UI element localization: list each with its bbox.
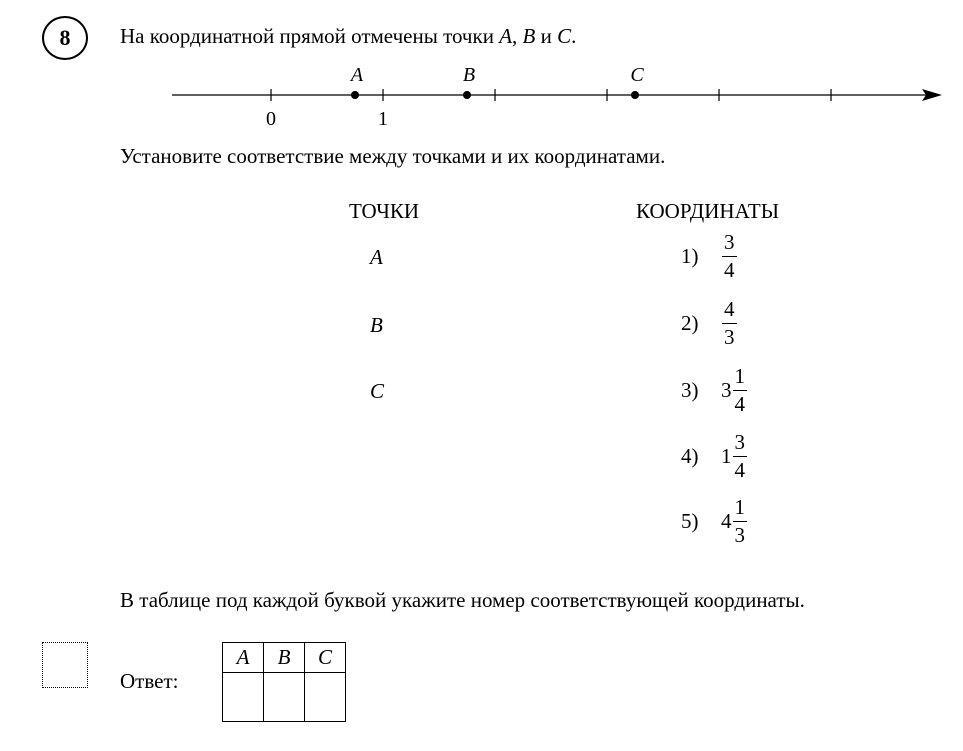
header-points: ТОЧКИ (349, 199, 420, 223)
answer-label: Ответ: (120, 669, 179, 693)
option-label: 4) (681, 444, 699, 468)
point-b: B (370, 313, 383, 337)
option-fraction: $\frac{1}{4}$ (734, 364, 745, 416)
point-dot-b (463, 91, 471, 99)
option-label: 3) (681, 378, 699, 402)
instruction: Установите соответствие между точками и их координатами. (120, 144, 666, 168)
option-label: 2) (681, 311, 699, 335)
point-label-c: C (630, 64, 644, 86)
point-dot-c (631, 91, 639, 99)
option-2 (681, 299, 737, 348)
task-number-badge (42, 16, 88, 60)
header-coords: КООРДИНАТЫ (636, 199, 780, 223)
option-fraction: $\frac{1}{3}$ (734, 495, 745, 547)
option-fraction: $\frac{3}{4}$ (734, 430, 745, 482)
intro-point-c: C (557, 24, 572, 48)
answer-header-c: C (305, 643, 346, 673)
tick-label-zero: 0 (266, 108, 276, 130)
option-fraction: $\frac{3}{4}$ (724, 230, 735, 282)
option-3: 3) 3 $\frac{1}{4}$ (681, 364, 745, 416)
point-label-b: B (462, 64, 476, 86)
answer-cell-b[interactable] (264, 673, 305, 722)
answer-cell-c[interactable] (305, 673, 346, 722)
number-line (0, 60, 963, 135)
score-box[interactable] (42, 642, 88, 688)
option-label: 5) (681, 509, 699, 533)
intro-and: и (540, 24, 552, 48)
point-label-a: A (350, 64, 364, 86)
number-line-points (349, 64, 644, 99)
task-intro: На координатной прямой отмечены точки A, B и C. (120, 24, 577, 48)
table-instruction: В таблице под каждой буквой укажите номер соответствующей координаты. (120, 588, 805, 612)
answer-header-a: A (223, 643, 264, 673)
option-4: 4) 1 $\frac{3}{4}$ (681, 430, 745, 482)
answer-table (222, 642, 346, 722)
intro-point-b: B (522, 24, 536, 48)
option-5: 5) 4 $\frac{1}{3}$ (681, 495, 745, 547)
point-dot-a (351, 91, 359, 99)
option-label: 1) (681, 244, 699, 268)
point-a: A (370, 245, 383, 269)
option-1 (681, 232, 737, 281)
task-number: 8 (59, 25, 71, 50)
point-c: C (370, 379, 385, 403)
intro-end: . (571, 24, 577, 48)
tick-label-one: 1 (378, 108, 388, 130)
intro-text: На координатной прямой отмечены точки (120, 24, 494, 48)
answer-header-b: B (264, 643, 305, 673)
answer-cell-a[interactable] (223, 673, 264, 722)
intro-point-a: A (499, 24, 513, 48)
option-fraction: $\frac{4}{3}$ (724, 297, 735, 349)
